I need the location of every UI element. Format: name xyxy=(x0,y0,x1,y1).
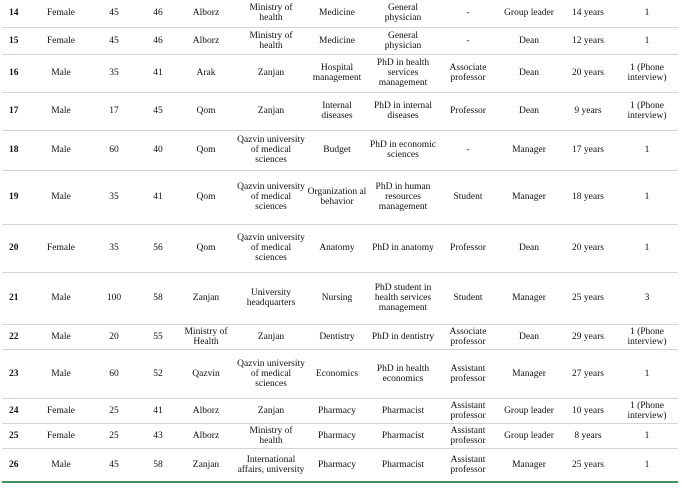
cell-academic-rank: Assistant professor xyxy=(438,448,498,482)
cell-field: Internal diseases xyxy=(306,92,368,130)
cell-degree: PhD in economic sciences xyxy=(368,130,438,170)
cell-academic-rank: Assistant professor xyxy=(438,423,498,448)
cell-value: 45 xyxy=(140,92,176,130)
cell-age: 45 xyxy=(88,448,140,482)
cell-row-number: 24 xyxy=(2,398,34,423)
cell-position: Dean xyxy=(498,27,560,54)
cell-degree: PhD in dentistry xyxy=(368,324,438,349)
table-row xyxy=(2,224,678,272)
cell-row-number: 16 xyxy=(2,54,34,92)
cell-interview-count: 1 xyxy=(616,0,678,27)
cell-age: 35 xyxy=(88,224,140,272)
cell-interview-count: 1 xyxy=(616,349,678,398)
cell-interview-count: 1 (Phone interview) xyxy=(616,324,678,349)
table-row xyxy=(2,423,678,448)
cell-value: 58 xyxy=(140,272,176,324)
cell-experience: 25 years xyxy=(560,272,616,324)
table-row xyxy=(2,349,678,398)
cell-position: Manager xyxy=(498,272,560,324)
cell-row-number: 21 xyxy=(2,272,34,324)
cell-gender: Male xyxy=(34,130,88,170)
cell-city: Zanjan xyxy=(176,272,236,324)
cell-row-number: 18 xyxy=(2,130,34,170)
cell-value: 46 xyxy=(140,0,176,27)
cell-age: 45 xyxy=(88,0,140,27)
cell-experience: 27 years xyxy=(560,349,616,398)
cell-organization: Zanjan xyxy=(236,54,306,92)
cell-position: Manager xyxy=(498,349,560,398)
cell-city: Arak xyxy=(176,54,236,92)
cell-experience: 18 years xyxy=(560,170,616,224)
cell-gender: Male xyxy=(34,349,88,398)
cell-academic-rank: - xyxy=(438,27,498,54)
cell-academic-rank: Assistant professor xyxy=(438,349,498,398)
cell-degree: PhD in health economics xyxy=(368,349,438,398)
cell-city: Qom xyxy=(176,224,236,272)
cell-value: 56 xyxy=(140,224,176,272)
cell-interview-count: 3 xyxy=(616,272,678,324)
cell-age: 35 xyxy=(88,170,140,224)
cell-row-number: 22 xyxy=(2,324,34,349)
cell-academic-rank: Student xyxy=(438,272,498,324)
cell-experience: 8 years xyxy=(560,423,616,448)
cell-row-number: 19 xyxy=(2,170,34,224)
cell-value: 43 xyxy=(140,423,176,448)
cell-academic-rank: Professor xyxy=(438,224,498,272)
cell-interview-count: 1 xyxy=(616,448,678,482)
cell-position: Dean xyxy=(498,92,560,130)
cell-gender: Male xyxy=(34,92,88,130)
cell-interview-count: 1 (Phone interview) xyxy=(616,54,678,92)
table-row xyxy=(2,0,678,27)
cell-age: 25 xyxy=(88,398,140,423)
cell-field: Budget xyxy=(306,130,368,170)
cell-organization: Qazvin university of medical sciences xyxy=(236,130,306,170)
cell-organization: Zanjan xyxy=(236,324,306,349)
cell-position: Group leader xyxy=(498,398,560,423)
cell-position: Dean xyxy=(498,224,560,272)
cell-degree: Pharmacist xyxy=(368,448,438,482)
cell-age: 60 xyxy=(88,349,140,398)
cell-value: 46 xyxy=(140,27,176,54)
cell-degree: PhD in human resources management xyxy=(368,170,438,224)
cell-position: Dean xyxy=(498,54,560,92)
cell-gender: Female xyxy=(34,423,88,448)
cell-organization: Ministry of health xyxy=(236,0,306,27)
cell-city: Zanjan xyxy=(176,448,236,482)
cell-field: Pharmacy xyxy=(306,448,368,482)
cell-degree: General physician xyxy=(368,0,438,27)
cell-academic-rank: Associate professor xyxy=(438,324,498,349)
cell-interview-count: 1 xyxy=(616,170,678,224)
cell-city: Qazvin xyxy=(176,349,236,398)
table-row xyxy=(2,272,678,324)
cell-experience: 10 years xyxy=(560,398,616,423)
cell-age: 60 xyxy=(88,130,140,170)
cell-value: 41 xyxy=(140,398,176,423)
cell-organization: Ministry of health xyxy=(236,27,306,54)
table-row xyxy=(2,130,678,170)
cell-age: 20 xyxy=(88,324,140,349)
cell-position: Manager xyxy=(498,170,560,224)
cell-age: 25 xyxy=(88,423,140,448)
cell-organization: Qazvin university of medical sciences xyxy=(236,349,306,398)
cell-organization: Zanjan xyxy=(236,92,306,130)
cell-academic-rank: Student xyxy=(438,170,498,224)
cell-degree: Pharmacist xyxy=(368,398,438,423)
cell-city: Alborz xyxy=(176,398,236,423)
cell-city: Ministry of Health xyxy=(176,324,236,349)
cell-city: Qom xyxy=(176,92,236,130)
table-row xyxy=(2,170,678,224)
cell-gender: Female xyxy=(34,224,88,272)
cell-city: Alborz xyxy=(176,27,236,54)
cell-field: Pharmacy xyxy=(306,423,368,448)
cell-gender: Female xyxy=(34,398,88,423)
table-row xyxy=(2,398,678,423)
table-row xyxy=(2,92,678,130)
cell-organization: Qazvin university of medical sciences xyxy=(236,170,306,224)
cell-academic-rank: Professor xyxy=(438,92,498,130)
cell-interview-count: 1 xyxy=(616,130,678,170)
cell-field: Medicine xyxy=(306,27,368,54)
cell-value: 55 xyxy=(140,324,176,349)
cell-interview-count: 1 (Phone interview) xyxy=(616,398,678,423)
cell-value: 40 xyxy=(140,130,176,170)
cell-city: Alborz xyxy=(176,423,236,448)
cell-gender: Male xyxy=(34,448,88,482)
cell-field: Economics xyxy=(306,349,368,398)
cell-academic-rank: - xyxy=(438,130,498,170)
cell-value: 41 xyxy=(140,170,176,224)
cell-row-number: 15 xyxy=(2,27,34,54)
cell-field: Anatomy xyxy=(306,224,368,272)
cell-gender: Female xyxy=(34,0,88,27)
table-row xyxy=(2,27,678,54)
cell-organization: Qazvin university of medical sciences xyxy=(236,224,306,272)
cell-row-number: 26 xyxy=(2,448,34,482)
cell-experience: 14 years xyxy=(560,0,616,27)
cell-gender: Female xyxy=(34,27,88,54)
cell-row-number: 25 xyxy=(2,423,34,448)
cell-position: Group leader xyxy=(498,0,560,27)
cell-value: 58 xyxy=(140,448,176,482)
cell-experience: 20 years xyxy=(560,224,616,272)
cell-value: 52 xyxy=(140,349,176,398)
cell-organization: Ministry of health xyxy=(236,423,306,448)
cell-experience: 9 years xyxy=(560,92,616,130)
cell-degree: PhD in health services management xyxy=(368,54,438,92)
cell-row-number: 20 xyxy=(2,224,34,272)
cell-age: 17 xyxy=(88,92,140,130)
cell-position: Manager xyxy=(498,130,560,170)
cell-city: Qom xyxy=(176,170,236,224)
table-row xyxy=(2,324,678,349)
cell-field: Nursing xyxy=(306,272,368,324)
cell-position: Manager xyxy=(498,448,560,482)
cell-position: Dean xyxy=(498,324,560,349)
table-row xyxy=(2,54,678,92)
cell-field: Medicine xyxy=(306,0,368,27)
cell-age: 100 xyxy=(88,272,140,324)
cell-experience: 29 years xyxy=(560,324,616,349)
participants-table xyxy=(2,0,678,483)
cell-city: Alborz xyxy=(176,0,236,27)
cell-field: Organization al behavior xyxy=(306,170,368,224)
cell-row-number: 17 xyxy=(2,92,34,130)
cell-gender: Male xyxy=(34,272,88,324)
cell-degree: PhD student in health services management xyxy=(368,272,438,324)
cell-field: Pharmacy xyxy=(306,398,368,423)
cell-degree: PhD in internal diseases xyxy=(368,92,438,130)
cell-position: Group leader xyxy=(498,423,560,448)
cell-degree: PhD in anatomy xyxy=(368,224,438,272)
cell-gender: Male xyxy=(34,324,88,349)
cell-gender: Male xyxy=(34,54,88,92)
cell-row-number: 23 xyxy=(2,349,34,398)
cell-value: 41 xyxy=(140,54,176,92)
cell-experience: 20 years xyxy=(560,54,616,92)
cell-experience: 17 years xyxy=(560,130,616,170)
cell-academic-rank: - xyxy=(438,0,498,27)
cell-age: 35 xyxy=(88,54,140,92)
cell-gender: Male xyxy=(34,170,88,224)
cell-interview-count: 1 xyxy=(616,423,678,448)
cell-city: Qom xyxy=(176,130,236,170)
cell-academic-rank: Assistant professor xyxy=(438,398,498,423)
cell-row-number: 14 xyxy=(2,0,34,27)
cell-degree: Pharmacist xyxy=(368,423,438,448)
cell-interview-count: 1 (Phone interview) xyxy=(616,92,678,130)
cell-interview-count: 1 xyxy=(616,224,678,272)
cell-degree: General physician xyxy=(368,27,438,54)
cell-age: 45 xyxy=(88,27,140,54)
cell-experience: 12 years xyxy=(560,27,616,54)
cell-interview-count: 1 xyxy=(616,27,678,54)
cell-organization: International affairs, university xyxy=(236,448,306,482)
cell-organization: University headquarters xyxy=(236,272,306,324)
cell-academic-rank: Associate professor xyxy=(438,54,498,92)
cell-field: Hospital management xyxy=(306,54,368,92)
cell-experience: 25 years xyxy=(560,448,616,482)
cell-organization: Zanjan xyxy=(236,398,306,423)
table-row xyxy=(2,448,678,482)
table-body xyxy=(2,0,678,482)
cell-field: Dentistry xyxy=(306,324,368,349)
